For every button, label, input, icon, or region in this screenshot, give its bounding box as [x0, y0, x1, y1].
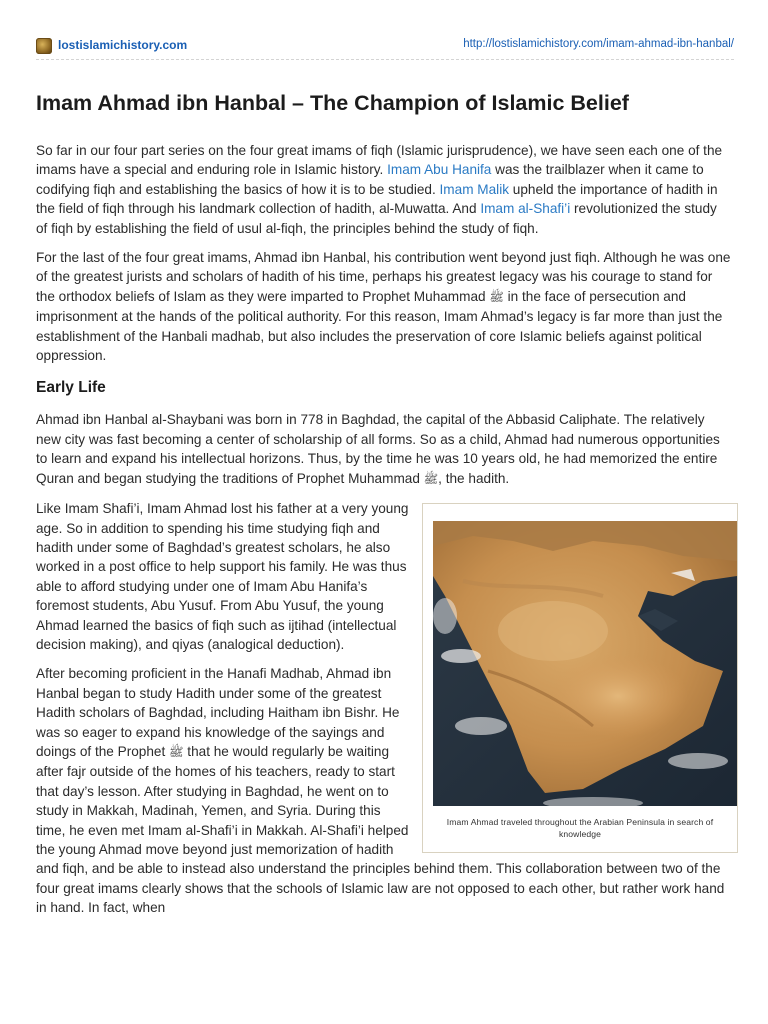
figure-caption: Imam Ahmad traveled throughout the Arabian Peninsula in search of knowledge [446, 817, 714, 840]
article-body [36, 141, 731, 928]
early-life-heading: Early Life [36, 379, 106, 397]
page-url-link[interactable]: http://lostislamichistory.com/imam-ahmad-ibn-hanbal/ [463, 38, 734, 50]
legacy-paragraph: For the last of the four great imams, Ahmad ibn Hanbal, his contribution went beyond just fiqh. Although he was one of the greatest jurists and scholars of hadith of his time, perhaps his greatest legacy was his courage to stand for the orthodox beliefs of Islam as they were imparted to Prophet Muhammad ﷺ in the face of persecution and imprisonment at the hands of the political authority. For this reason, Imam Ahmad’s legacy is far more than just the establishment of the Hanbali madhab, but also includes the preservation of core Islamic beliefs against political oppression. [36, 250, 731, 364]
hadith-study-paragraph: After becoming proficient in the Hanafi Madhab, Ahmad ibn Hanbal began to study Hadith under some of the greatest Hadith scholars of Baghdad, including Haitham ibn Bishr. He was so eager to expand his knowledge of the sayings and doings of the Prophet ﷺ that he would regularly be waiting after fajr outside of the homes of his teachers, ready to start that day’s lesson. After studying in Baghdad, he went on to study in Makkah, Madinah, Yemen, and Syria. During this time, he even met Imam al-Shafi’i in Makkah. Al-Shafi’i helped the young Ahmad move beyond just memorization of hadith and fiqh, and be able to instead also understand the principles behind them. This collaboration between two of the four great imams clearly shows that the schools of Islamic law are not opposed to each other, but rather work hand in hand. In fact, when [36, 666, 725, 916]
pbuh-icon: ﷺ [423, 471, 439, 486]
article-title: Imam Ahmad ibn Hanbal – The Champion of Islamic Belief [36, 91, 629, 115]
arabian-peninsula-figure [422, 503, 738, 853]
birth-paragraph: Ahmad ibn Hanbal al-Shaybani was born in 778 in Baghdad, the capital of the Abbasid Caliphate. The relatively new city was fast becoming a center of scholarship of all forms. So as a child, Ahmad had numerous opportunities to learn and expand his intellectual horizons. Thus, by the time he was 10 years old, he had memorized the entire Quran and began studying the traditions of Prophet Muhammad ﷺ, the hadith. [36, 412, 720, 486]
imam-abu-hanifa-link[interactable]: Imam Abu Hanifa [387, 162, 492, 178]
arabian-peninsula-satellite-image [433, 521, 737, 806]
intro-paragraph: So far in our four part series on the four great imams of fiqh (Islamic jurisprudence), we have seen each one of the imams have a special and enduring role in Islamic history. Imam Abu Hanifa was the trailblazer when it came to codifying fiqh and establishing the basics of how it is to be studied. Imam Malik upheld the importance of hadith in the field of fiqh through his landmark collection of hadith, al-Muwatta. And Imam al-Shafi’i revolutionized the study of fiqh by establishing the field of usul al-fiqh, the principles behind the study of fiqh. [36, 143, 723, 236]
site-logo-icon [36, 38, 52, 54]
pbuh-icon: ﷺ [169, 744, 184, 759]
pbuh-icon: ﷺ [489, 289, 504, 304]
site-name-link[interactable]: lostislamichistory.com [58, 38, 188, 52]
youth-paragraph: Like Imam Shafi’i, Imam Ahmad lost his father at a very young age. So in addition to spending his time studying fiqh and hadith under some of Baghdad’s greatest scholars, he also worked in a post office to help support his family. He was thus able to afford studying under one of Imam Abu Hanifa’s foremost students, Abu Yusuf. From Abu Yusuf, the young Ahmad learned the basics of fiqh such as ijtihad (intellectual decision making), and qiyas (analogical deduction). [36, 501, 409, 652]
header-divider [36, 59, 734, 60]
imam-al-shafii-link[interactable]: Imam al-Shafi’i [480, 201, 571, 217]
imam-malik-link[interactable]: Imam Malik [439, 181, 510, 197]
site-header [36, 36, 734, 56]
